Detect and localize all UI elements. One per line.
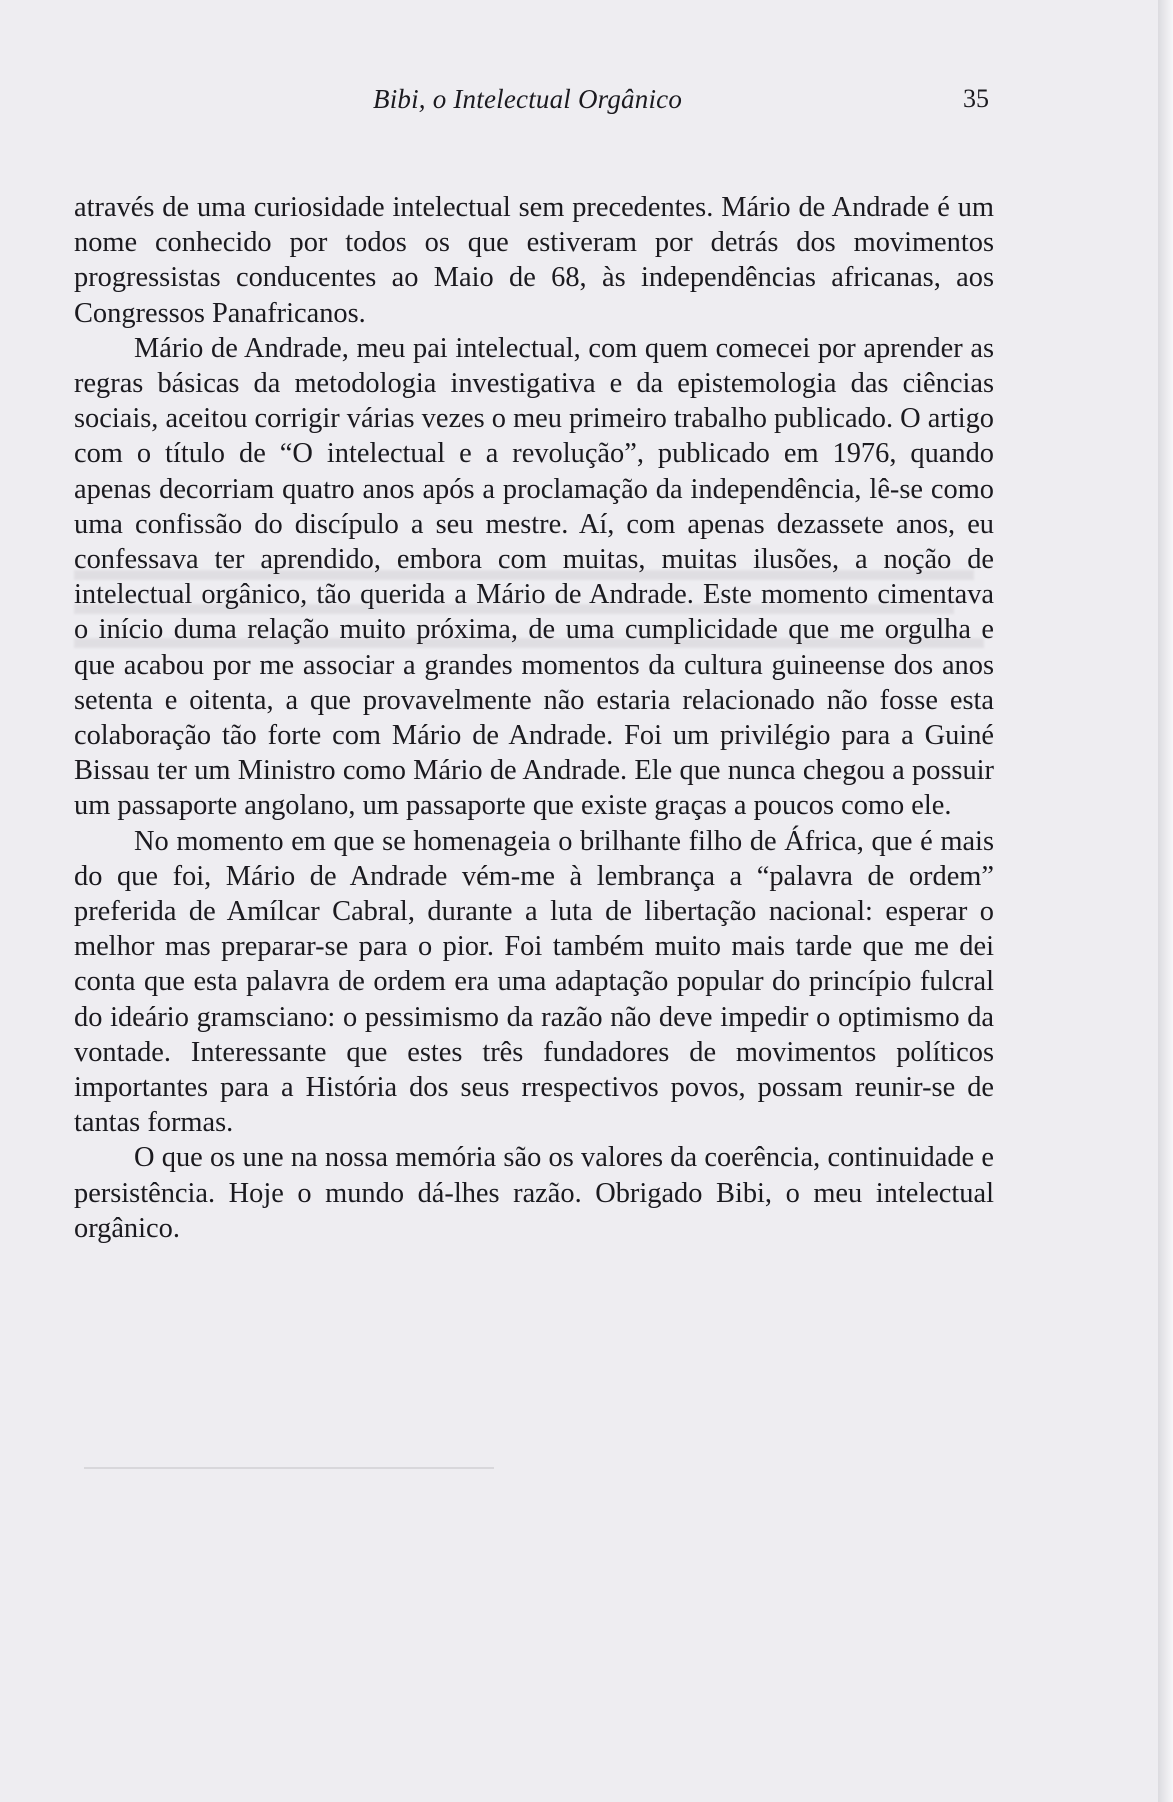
running-title: Bibi, o Intelectual Orgânico	[373, 84, 683, 114]
show-through-rule	[84, 1467, 494, 1469]
paragraph-4: O que os une na nossa memória são os valores da coerência, continuidade e persistência. Hoje o mundo dá-lhes razão. Obrigado Bibi, o meu intelectual orgânico.	[74, 1142, 994, 1244]
page-edge	[1158, 0, 1173, 1802]
body-text	[74, 190, 994, 1246]
paragraph-3: No momento em que se homenageia o brilhante filho de África, que é mais do que foi, Mário de Andrade vém-me à lembrança a “palavra de ordem” preferida de Amílcar Cabral, durante a luta de libertação nacional: esperar o melhor mas preparar-se para o pior. Foi também muito mais tarde que me dei conta que esta palavra de ordem era uma adaptação popular do princípio fulcral do ideário gramsciano: o pessimismo da razão não deve impedir o optimismo da vontade. Interessante que estes três fundadores de movimentos políticos importantes para a História dos seus rrespectivos povos, possam reunir-se de tantas formas.	[74, 825, 994, 1139]
paragraph-2: Mário de Andrade, meu pai intelectual, com quem comecei por aprender as regras básicas da metodologia investigativa e da epistemologia das ciências sociais, aceitou corrigir várias vezes o meu primeiro trabalho publicado. O artigo com o título de “O intelectual e a revolução”, publicado em 1976, quando apenas decorriam quatro anos após a proclamação da independência, lê-se como uma confissão do discípulo a seu mestre. Aí, com apenas dezassete anos, eu confessava ter aprendido, embora com muitas, muitas ilusões, a noção de intelectual orgânico, tão querida a Mário de Andrade. Este momento cimentava o início duma relação muito próxima, de uma cumplicidade que me orgulha e que acabou por me associar a grandes momentos da cultura guineense dos anos setenta e oitenta, a que provavelmente não estaria relacionado não fosse esta colaboração tão forte com Mário de Andrade. Foi um privilégio para a Guiné Bissau ter um Ministro como Mário de Andrade. Ele que nunca chegou a possuir um passaporte angolano, um passaporte que existe graças a poucos como ele.	[74, 332, 995, 822]
page-number: 35	[963, 84, 989, 113]
running-head	[0, 84, 1158, 124]
paragraph-1: através de uma curiosidade intelectual sem precedentes. Mário de Andrade é um nome conhecido por todos os que estiveram por detrás dos movimentos progressistas conducentes ao Maio de 68, às independências africanas, aos Congressos Panafricanos.	[74, 192, 994, 329]
